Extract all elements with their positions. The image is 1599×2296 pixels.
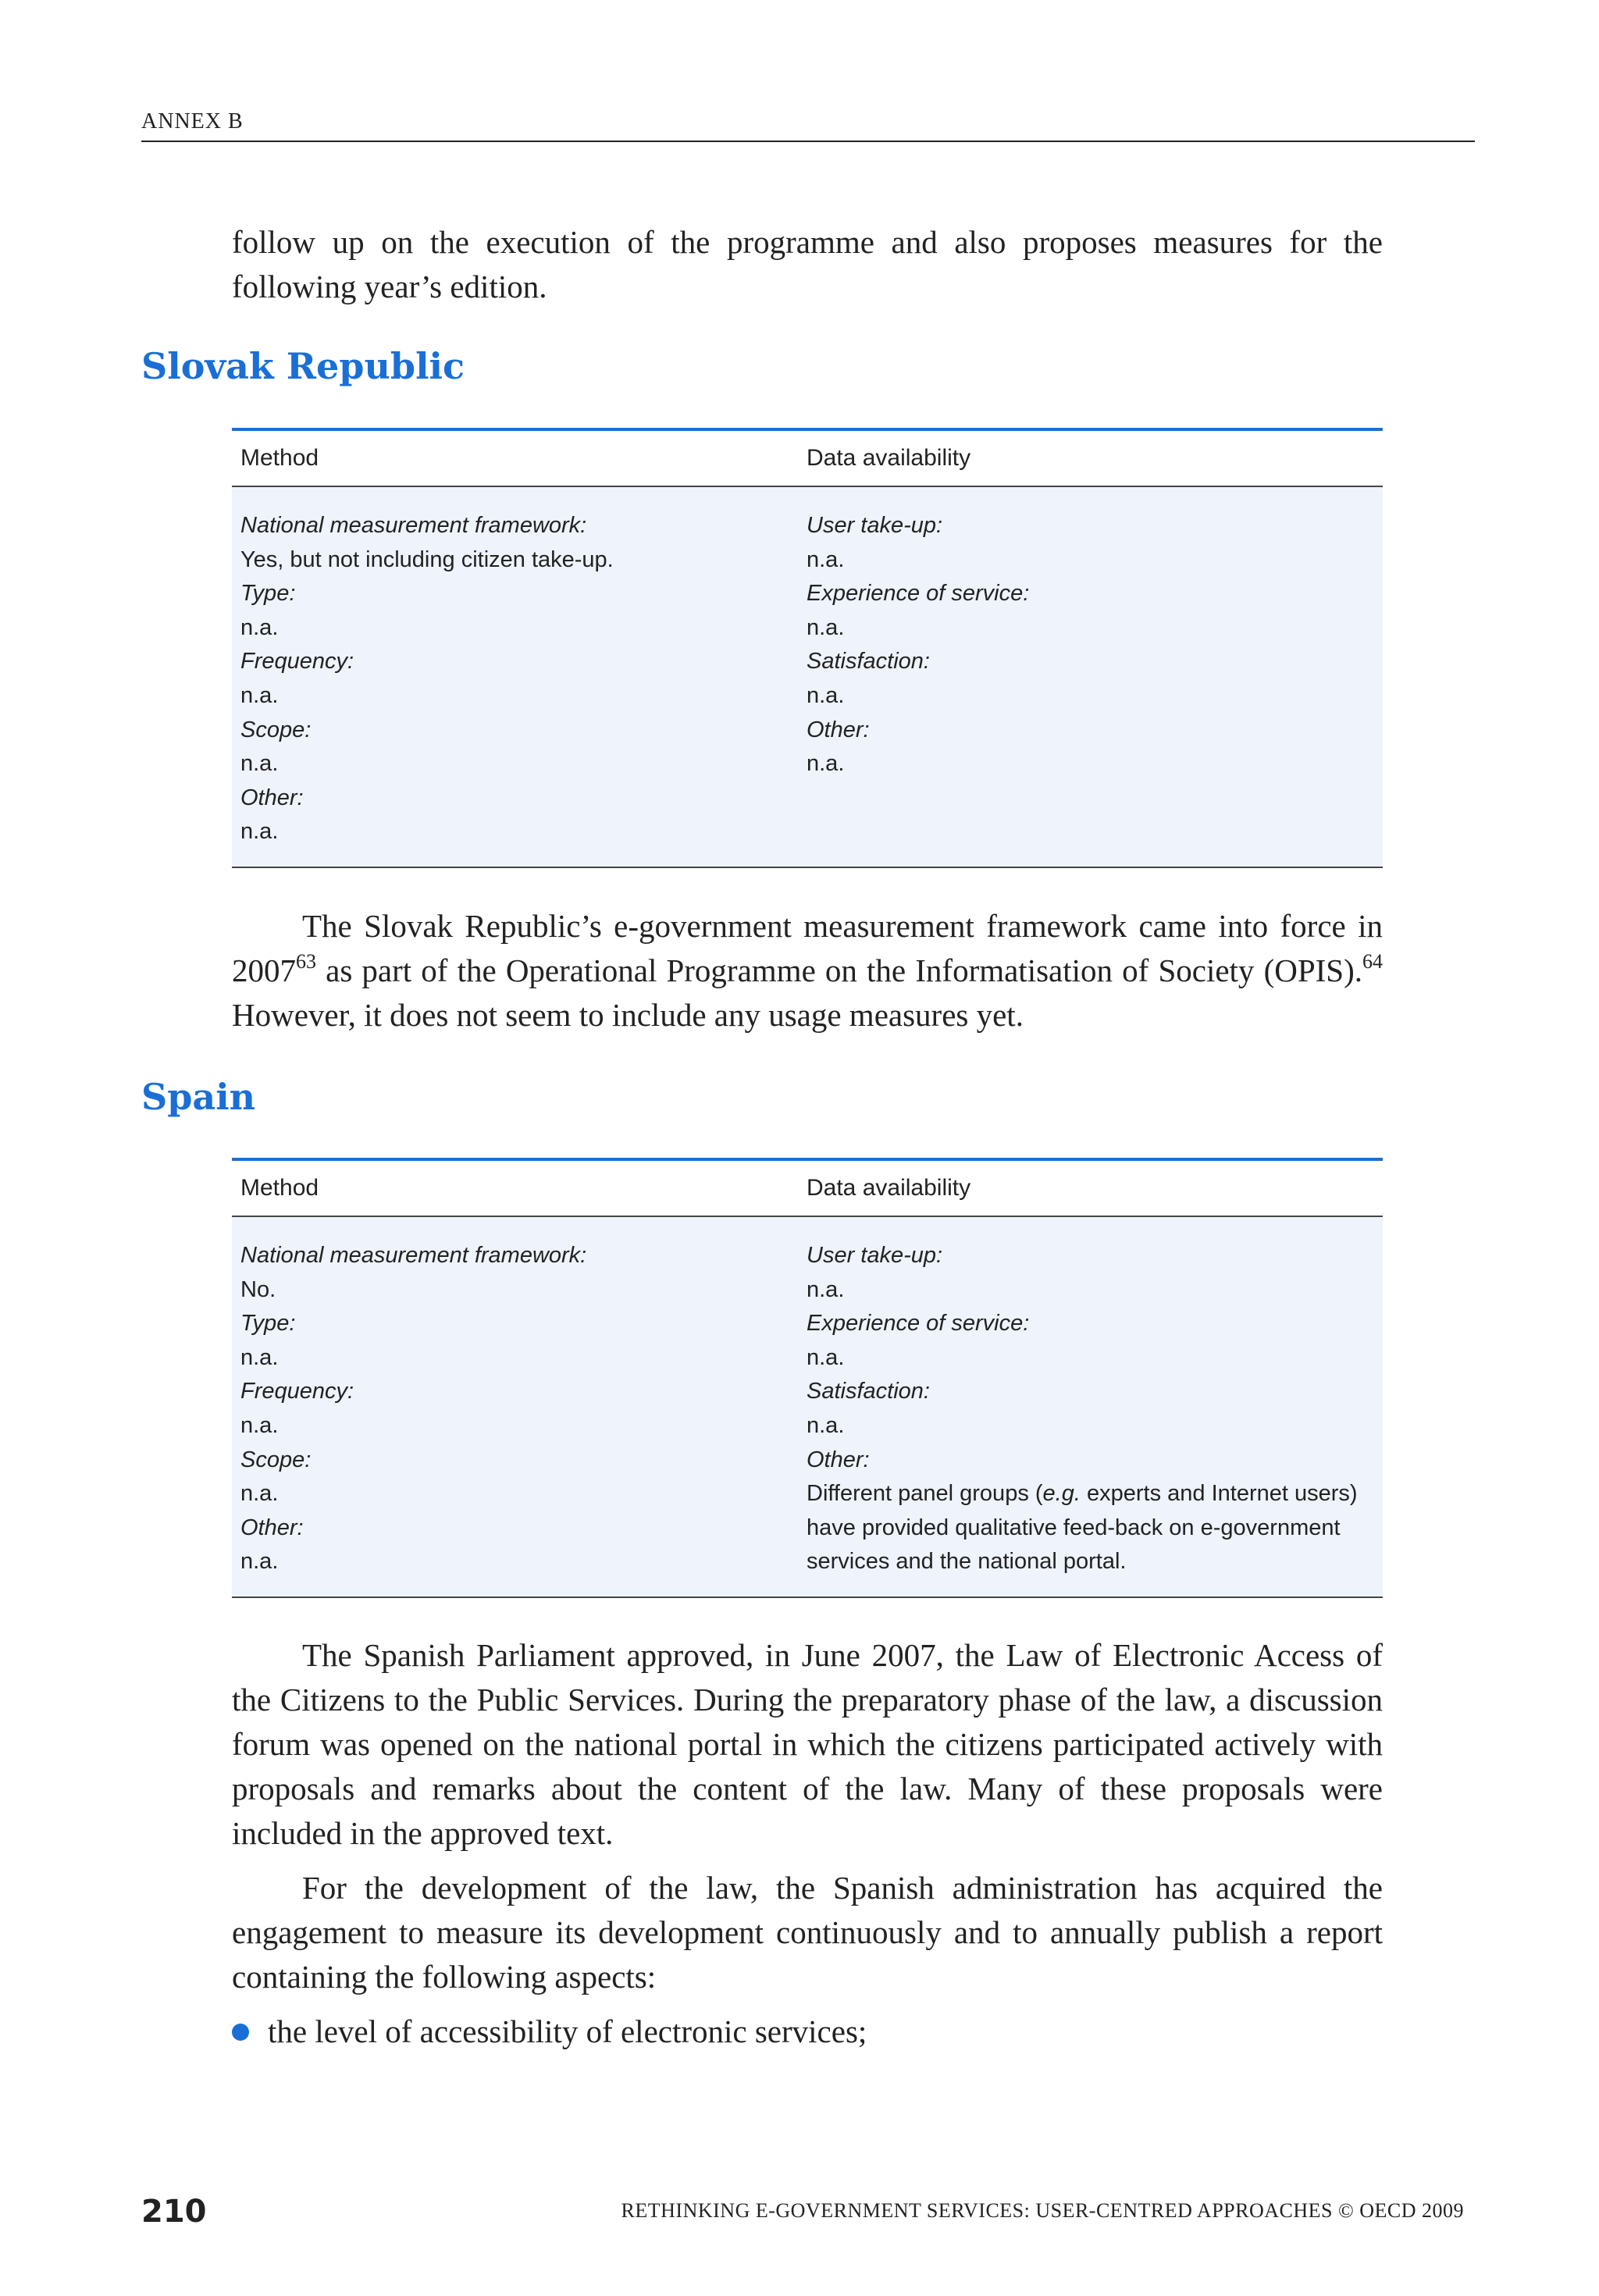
intro-paragraph: follow up on the execution of the programme and also proposes measures for the following year’s edition. <box>232 224 1383 304</box>
spain-paragraph: The Spanish Parliament approved, in June 2007, the Law of Electronic Access of the Citizens to the Public Services. During the preparatory phase of the law, a discussion forum was opened on the national portal in which the citizens participated actively with proposals and remarks about the content of the law. Many of these proposals were included in the approved text. <box>232 1637 1383 1851</box>
field-value: n.a. <box>807 546 845 572</box>
text-run-italic: e.g. <box>1042 1481 1081 1507</box>
column-header-method: Method <box>240 1175 319 1201</box>
field-value: n.a. <box>240 819 279 845</box>
method-column <box>232 509 807 849</box>
field-value: n.a. <box>240 1481 279 1507</box>
field-label: Other: <box>807 717 870 742</box>
field-value: n.a. <box>807 682 845 708</box>
measurement-box-spain <box>232 1158 1383 1598</box>
data-availability-column <box>807 1239 1383 1579</box>
page-number: 210 <box>141 2194 207 2230</box>
field-value: n.a. <box>807 1276 845 1302</box>
text-run: as part of the Operational Programme on the Informatisation of Society (OPIS). <box>316 952 1362 988</box>
column-header-method: Method <box>240 445 319 471</box>
section-title-spain: Spain <box>141 1076 256 1118</box>
field-value: Yes, but not including citizen take-up. <box>240 546 614 572</box>
field-value: n.a. <box>240 614 279 640</box>
field-label: National measurement framework: <box>240 1243 587 1268</box>
field-value: n.a. <box>807 1344 845 1370</box>
field-label: Type: <box>240 581 296 607</box>
list-item <box>232 2009 1383 2054</box>
text-run: Different panel groups ( <box>807 1481 1043 1507</box>
text-run: experts and Internet users) have provided qualitative feed-back on e-government services and the national portal. <box>807 1481 1358 1575</box>
field-label: Experience of service: <box>807 581 1030 607</box>
field-value: n.a. <box>240 682 279 708</box>
running-head-text: ANNEX B <box>141 109 244 133</box>
field-label: National measurement framework: <box>240 513 587 538</box>
field-label: Scope: <box>240 1447 312 1472</box>
field-label: Frequency: <box>240 1379 354 1404</box>
slovak-paragraph <box>232 904 1383 1038</box>
field-label: Satisfaction: <box>807 1379 930 1404</box>
box-header <box>232 431 1383 487</box>
field-value: n.a. <box>807 751 845 777</box>
footnote-ref[interactable]: 63 <box>296 950 316 974</box>
column-header-data-availability: Data availability <box>807 445 971 471</box>
field-label: User take-up: <box>807 1243 943 1268</box>
measurement-box-slovak <box>232 428 1383 868</box>
field-label: Other: <box>240 785 304 810</box>
method-column <box>232 1239 807 1579</box>
field-value: n.a. <box>240 1344 279 1370</box>
data-availability-column <box>807 509 1383 849</box>
field-label: Experience of service: <box>807 1311 1030 1337</box>
box-body <box>232 1217 1383 1597</box>
running-header <box>141 108 1475 142</box>
publication-footer: RETHINKING E-GOVERNMENT SERVICES: USER-CENTRED APPROACHES © OECD 2009 <box>621 2199 1464 2222</box>
field-label: Frequency: <box>240 649 354 675</box>
spain-paragraph: For the development of the law, the Spanish administration has acquired the engagement to measure its development continuously and to annually publish a report containing the following aspects: <box>232 1870 1383 1995</box>
field-value: n.a. <box>240 1412 279 1438</box>
field-label: Satisfaction: <box>807 649 930 675</box>
slovak-text-block <box>232 904 1383 1038</box>
field-value <box>807 1477 1359 1579</box>
text-run: The Slovak Republic’s e-government measurement framework came into force in 2007 <box>232 908 1383 988</box>
column-header-data-availability: Data availability <box>807 1175 971 1201</box>
field-label: Scope: <box>240 717 312 742</box>
field-value: n.a. <box>240 751 279 777</box>
field-label: Type: <box>240 1311 296 1337</box>
section-title-slovak: Slovak Republic <box>141 345 465 387</box>
list-item-text: the level of accessibility of electronic services; <box>268 2013 867 2049</box>
field-value: n.a. <box>807 1412 845 1438</box>
field-label: Other: <box>807 1447 870 1472</box>
box-header <box>232 1161 1383 1217</box>
field-value: n.a. <box>807 614 845 640</box>
field-value: No. <box>240 1276 276 1302</box>
text-run: However, it does not seem to include any usage measures yet. <box>232 997 1024 1033</box>
footnote-ref[interactable]: 64 <box>1362 950 1383 974</box>
box-body <box>232 487 1383 867</box>
intro-block <box>232 220 1383 309</box>
field-label: Other: <box>240 1515 304 1540</box>
spain-text-block <box>232 1633 1383 2054</box>
field-label: User take-up: <box>807 513 943 538</box>
bullet-icon <box>232 2024 249 2041</box>
field-value: n.a. <box>240 1549 279 1575</box>
